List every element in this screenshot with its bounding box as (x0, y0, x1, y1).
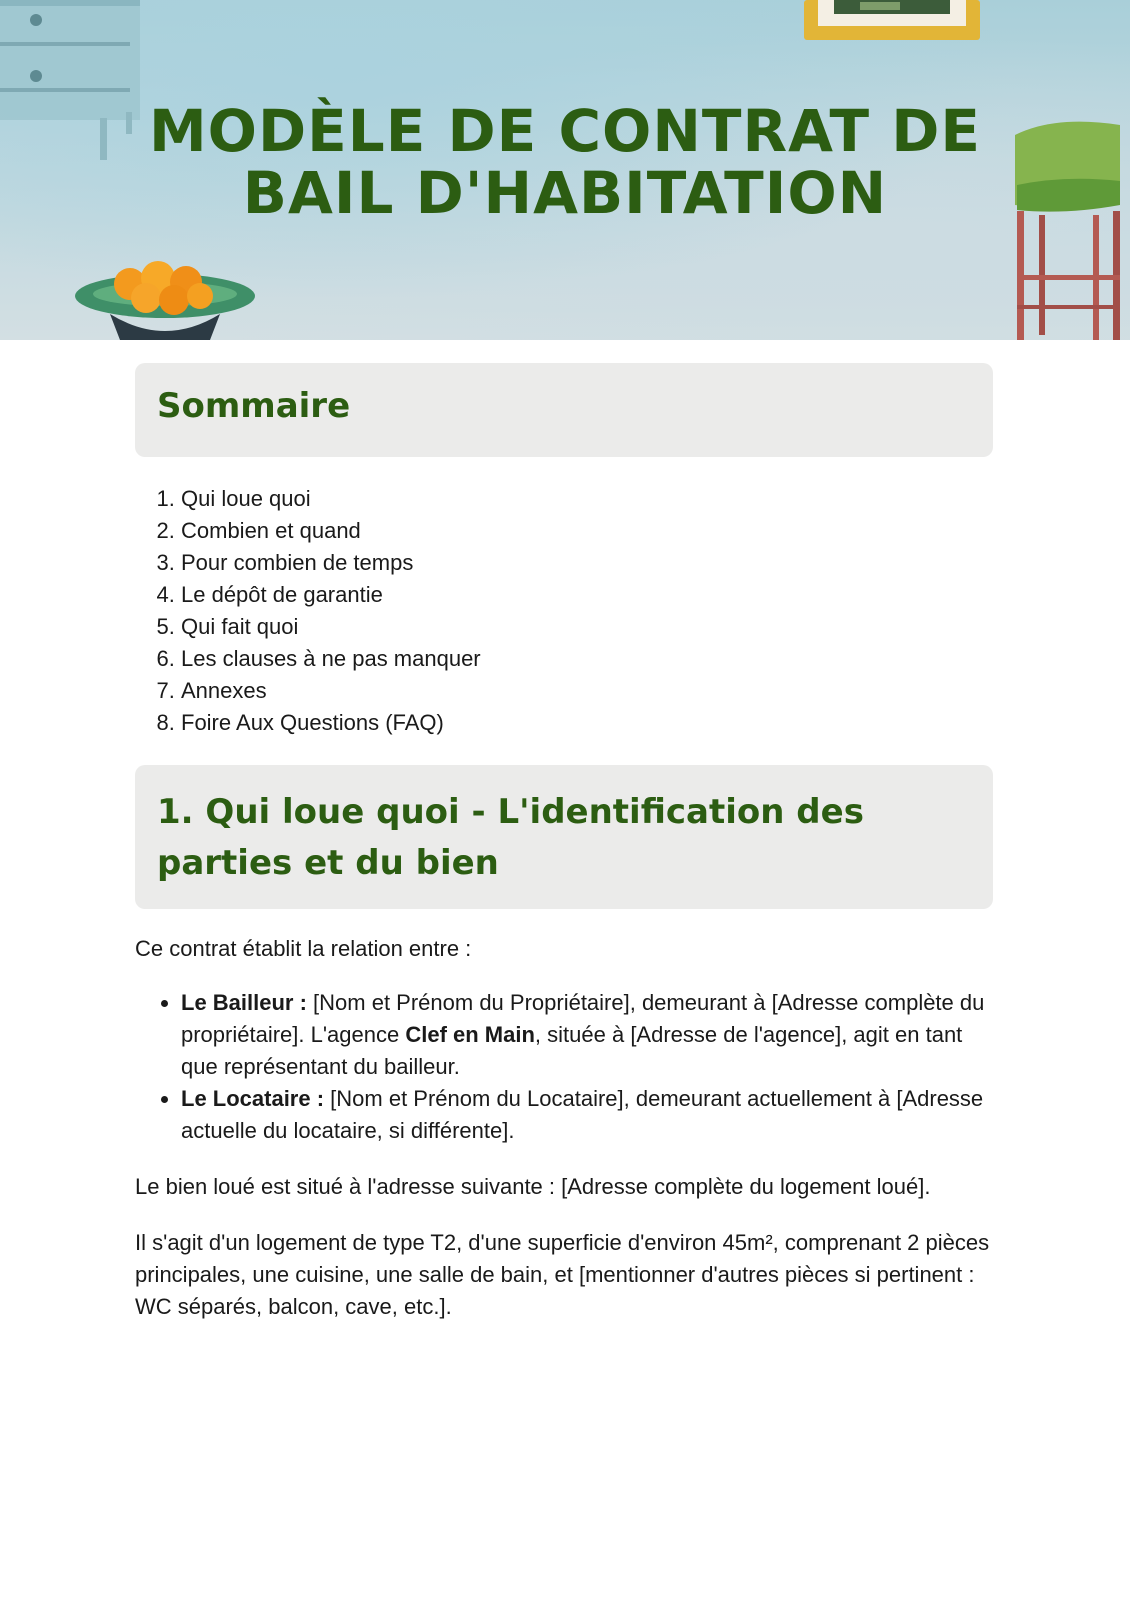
toc-item: 4. Le dépôt de garantie (181, 579, 993, 611)
toc-heading-box (135, 363, 993, 457)
document-content (135, 363, 993, 1323)
toc-item: 3. Pour combien de temps (181, 547, 993, 579)
bailleur-text-a: [Nom et Prénom du Propriétaire], demeurant à [Adresse complète du propriétaire]. L'agence (181, 990, 985, 1047)
toc-item: 5. Qui fait quoi (181, 611, 993, 643)
toc-item: 6. Les clauses à ne pas manquer (181, 643, 993, 675)
description-paragraph: Il s'agit d'un logement de type T2, d'une superficie d'environ 45m², comprenant 2 pièces principales, une cuisine, une salle de bain, et [mentionner d'autres pièces si pertinent : WC séparés, balcon, cave, etc.]. (135, 1230, 990, 1319)
locataire-item (181, 1083, 993, 1147)
document-title (0, 97, 1130, 227)
bailleur-label: Le Bailleur : (181, 990, 307, 1015)
parties-list (135, 987, 993, 1147)
section-1-heading: 1. Qui loue quoi - L'identification des parties et du bien (157, 792, 864, 883)
locataire-label: Le Locataire : (181, 1086, 325, 1111)
address-paragraph: Le bien loué est situé à l'adresse suivante : [Adresse complète du logement loué]. (135, 1174, 931, 1199)
title-line-2: BAIL D'HABITATION (242, 159, 888, 227)
agency-name: Clef en Main (405, 1022, 535, 1047)
toc-list (135, 483, 993, 739)
toc-item: 8. Foire Aux Questions (FAQ) (181, 707, 993, 739)
picture-frame-illustration (800, 0, 990, 50)
bailleur-item (181, 987, 993, 1083)
section-1-heading-box (135, 765, 993, 909)
toc-heading: Sommaire (157, 386, 351, 426)
title-line-1: MODÈLE DE CONTRAT DE (148, 97, 982, 165)
toc-item: 7. Annexes (181, 675, 993, 707)
bailleur-text-b: , située à [Adresse de l'agence], agit en tant que représentant du bailleur. (181, 1022, 963, 1079)
fruit-bowl-illustration (70, 258, 260, 340)
toc-item: 1. Qui loue quoi (181, 483, 993, 515)
header-banner (0, 0, 1130, 340)
locataire-text: [Nom et Prénom du Locataire], demeurant actuellement à [Adresse actuelle du locataire, si différente]. (181, 1086, 984, 1143)
toc-item: 2. Combien et quand (181, 515, 993, 547)
section-1-intro: Ce contrat établit la relation entre : (135, 936, 472, 961)
